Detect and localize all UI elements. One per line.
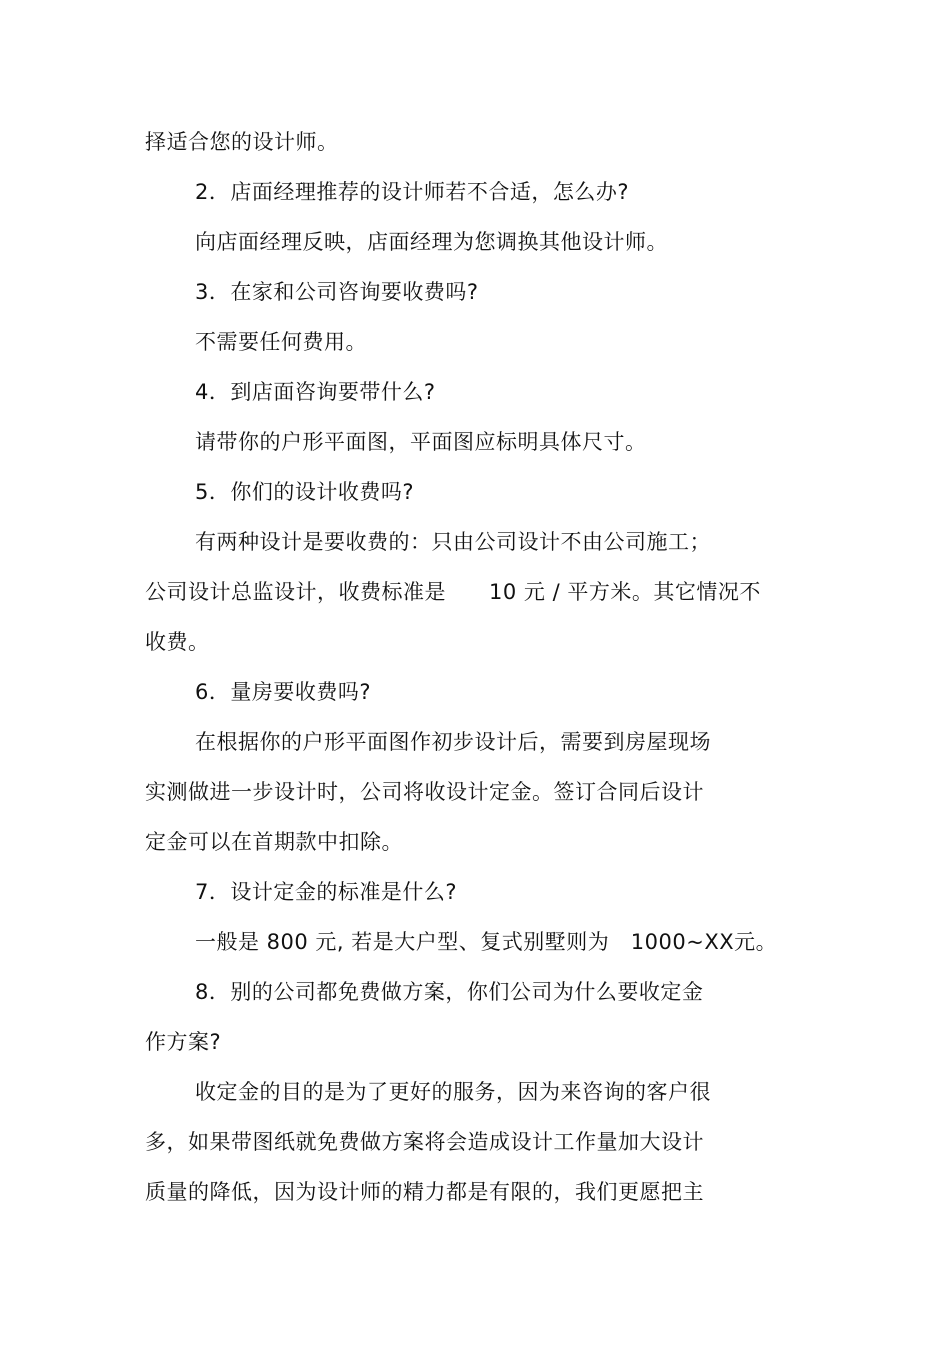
question-3: 3．在家和公司咨询要收费吗? [195, 280, 479, 304]
answer-2: 向店面经理反映，店面经理为您调换其他设计师。 [195, 230, 668, 254]
answer-3: 不需要任何费用。 [195, 330, 367, 354]
text-line: 择适合您的设计师。 [145, 130, 339, 154]
answer-5-line-1: 有两种设计是要收费的：只由公司设计不由公司施工； [195, 530, 711, 554]
answer-7: 一般是 800 元, 若是大户型、复式别墅则为 1000~XX元。 [195, 930, 778, 954]
question-4: 4．到店面咨询要带什么? [195, 380, 436, 404]
answer-6-line-3: 定金可以在首期款中扣除。 [145, 830, 403, 854]
answer-6-line-1: 在根据你的户形平面图作初步设计后，需要到房屋现场 [195, 730, 711, 754]
question-8-line-2: 作方案? [145, 1030, 222, 1054]
answer-6-line-2: 实测做进一步设计时，公司将收设计定金。签订合同后设计 [145, 780, 704, 804]
answer-5-line-2: 公司设计总监设计，收费标准是 10 元 / 平方米。其它情况不 [145, 580, 761, 604]
question-5: 5．你们的设计收费吗? [195, 480, 415, 504]
answer-5-line-3: 收费。 [145, 630, 210, 654]
question-6: 6．量房要收费吗? [195, 680, 372, 704]
answer-8-line-2: 多，如果带图纸就免费做方案将会造成设计工作量加大设计 [145, 1130, 704, 1154]
question-2: 2．店面经理推荐的设计师若不合适，怎么办? [195, 180, 630, 204]
answer-8-line-1: 收定金的目的是为了更好的服务，因为来咨询的客户很 [195, 1080, 711, 1104]
answer-8-line-3: 质量的降低，因为设计师的精力都是有限的，我们更愿把主 [145, 1180, 704, 1204]
question-8-line-1: 8．别的公司都免费做方案，你们公司为什么要收定金 [195, 980, 704, 1004]
question-7: 7．设计定金的标准是什么? [195, 880, 458, 904]
answer-4: 请带你的户形平面图，平面图应标明具体尺寸。 [195, 430, 647, 454]
